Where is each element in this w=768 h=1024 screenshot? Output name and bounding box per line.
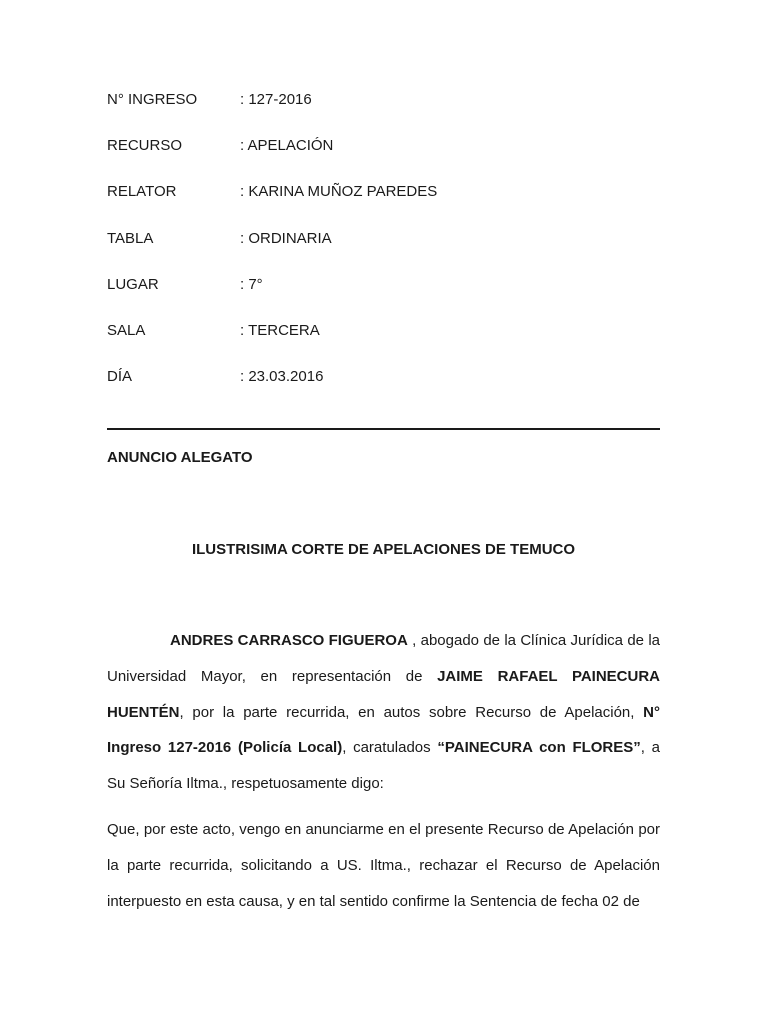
- meta-row-sala: [107, 321, 667, 367]
- court-title: ILUSTRISIMA CORTE DE APELACIONES DE TEMUCO: [191, 541, 576, 558]
- meta-label: N° INGRESO: [107, 91, 198, 108]
- lawyer-name: ANDRES CARRASCO FIGUEROA: [170, 632, 408, 649]
- meta-value: : KARINA MUÑOZ PAREDES: [240, 183, 438, 201]
- paragraph-text: , por la parte recurrida, en autos sobre Recurso de Apelación,: [179, 703, 644, 721]
- horizontal-divider: [107, 428, 660, 430]
- case-metadata: [107, 90, 667, 413]
- paragraph-text: , a Su Señoría Iltma., respetuosamente digo:: [107, 739, 660, 793]
- meta-value: : ORDINARIA: [240, 229, 332, 247]
- meta-label: TABLA: [107, 229, 154, 247]
- paragraph-request: Que, por este acto, vengo en anunciarme en el presente Recurso de Apelación por la parte recurrida, solicitando a US. Iltma., rechazar el Recurso de Apelación interpuesto en esta causa, y en tal sentido confirme la Sentencia de fecha 02 de: [107, 821, 660, 910]
- client-name: JAIME RAFAEL PAINECURA HUENTÉN: [107, 667, 661, 721]
- paragraph-text: , caratulados: [342, 739, 438, 757]
- meta-row-lugar: [107, 275, 667, 321]
- meta-row-dia: [107, 367, 667, 413]
- meta-value: : 23.03.2016: [240, 368, 324, 386]
- case-title: “PAINECURA con FLORES”: [437, 739, 641, 757]
- meta-value: : TERCERA: [240, 321, 320, 339]
- meta-row-recurso: [107, 136, 667, 182]
- section-heading: ANUNCIO ALEGATO: [107, 449, 253, 466]
- meta-label: DÍA: [107, 368, 133, 386]
- paragraph-text: , abogado de la Clínica Jurídica de la Universidad Mayor, en representación de: [107, 632, 660, 685]
- meta-row-ingreso: [107, 90, 667, 136]
- meta-row-tabla: [107, 229, 667, 275]
- paragraph-intro: [107, 623, 660, 802]
- meta-label: LUGAR: [107, 275, 159, 293]
- meta-label: RECURSO: [107, 137, 183, 155]
- meta-value: : 127-2016: [240, 91, 312, 108]
- case-number: N° Ingreso 127-2016 (Policía Local): [107, 703, 660, 757]
- meta-label: SALA: [107, 321, 146, 339]
- meta-value: : APELACIÓN: [240, 137, 334, 155]
- meta-row-relator: [107, 182, 667, 228]
- meta-value: : 7°: [240, 275, 263, 293]
- meta-label: RELATOR: [107, 183, 177, 201]
